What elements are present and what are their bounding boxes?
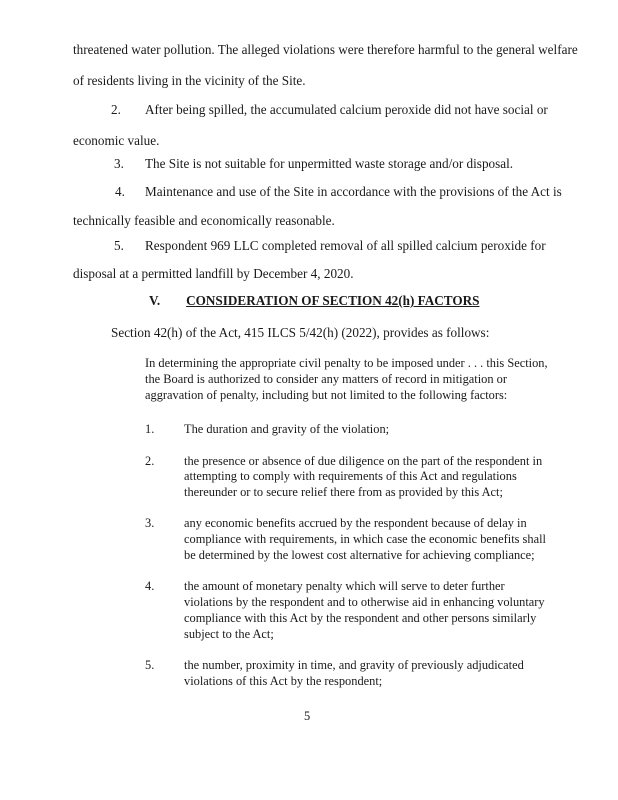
quote-line-3: aggravation of penalty, including but not limited to the following factors: bbox=[145, 388, 508, 402]
section-roman-numeral: V. bbox=[149, 293, 161, 308]
item-5-line-2: disposal at a permitted landfill by December 4, 2020. bbox=[73, 266, 354, 281]
item-2-line-1: After being spilled, the accumulated calcium peroxide did not have social or bbox=[145, 102, 548, 117]
factor-2-line-3: thereunder or to secure relief there from as provided by this Act; bbox=[184, 485, 503, 499]
factor-2-line-2: attempting to comply with requirements of this Act and regulations bbox=[184, 469, 517, 483]
item-5-line-1: Respondent 969 LLC completed removal of all spilled calcium peroxide for bbox=[145, 238, 546, 253]
factor-2-line-1: the presence or absence of due diligence on the part of the respondent in bbox=[184, 454, 543, 468]
factor-4-line-3: compliance with this Act by the respondent and other persons similarly bbox=[184, 611, 537, 625]
factor-1-number: 1. bbox=[145, 422, 155, 436]
item-2-number: 2. bbox=[111, 102, 121, 117]
intro-line-2: of residents living in the vicinity of the Site. bbox=[73, 73, 306, 88]
factor-3-line-3: be determined by the lowest cost alternative for achieving compliance; bbox=[184, 548, 535, 562]
item-4-number: 4. bbox=[115, 184, 125, 199]
factor-4-line-1: the amount of monetary penalty which will serve to deter further bbox=[184, 579, 505, 593]
item-4-line-1: Maintenance and use of the Site in accordance with the provisions of the Act is bbox=[145, 184, 562, 199]
item-5-number: 5. bbox=[114, 238, 124, 253]
factor-5-number: 5. bbox=[145, 658, 155, 672]
quote-line-2: the Board is authorized to consider any matters of record in mitigation or bbox=[145, 372, 507, 386]
item-2-line-2: economic value. bbox=[73, 133, 160, 148]
factor-2-number: 2. bbox=[145, 454, 155, 468]
factor-5-line-1: the number, proximity in time, and gravity of previously adjudicated bbox=[184, 658, 524, 672]
page-number: 5 bbox=[304, 709, 311, 723]
factor-4-number: 4. bbox=[145, 579, 155, 593]
item-4-line-2: technically feasible and economically reasonable. bbox=[73, 213, 335, 228]
item-3-number: 3. bbox=[114, 156, 124, 171]
factor-3-number: 3. bbox=[145, 516, 155, 530]
factor-1-line-1: The duration and gravity of the violation; bbox=[184, 422, 390, 436]
factor-5-line-2: violations of this Act by the respondent; bbox=[184, 674, 383, 688]
factor-3-line-1: any economic benefits accrued by the respondent because of delay in bbox=[184, 516, 527, 530]
intro-line-1: threatened water pollution. The alleged violations were therefore harmful to the general welfare bbox=[73, 42, 578, 57]
factor-4-line-4: subject to the Act; bbox=[184, 627, 274, 641]
quote-line-1: In determining the appropriate civil penalty to be imposed under . . . this Section, bbox=[145, 356, 548, 370]
factor-3-line-2: compliance with requirements, in which case the economic benefits shall bbox=[184, 532, 546, 546]
section-title: CONSIDERATION OF SECTION 42(h) FACTORS bbox=[186, 293, 480, 308]
factor-4-line-2: violations by the respondent and to otherwise aid in enhancing voluntary bbox=[184, 595, 545, 609]
section-heading bbox=[149, 294, 479, 307]
section-intro: Section 42(h) of the Act, 415 ILCS 5/42(h) (2022), provides as follows: bbox=[111, 325, 490, 340]
item-3-line-1: The Site is not suitable for unpermitted waste storage and/or disposal. bbox=[145, 156, 514, 171]
